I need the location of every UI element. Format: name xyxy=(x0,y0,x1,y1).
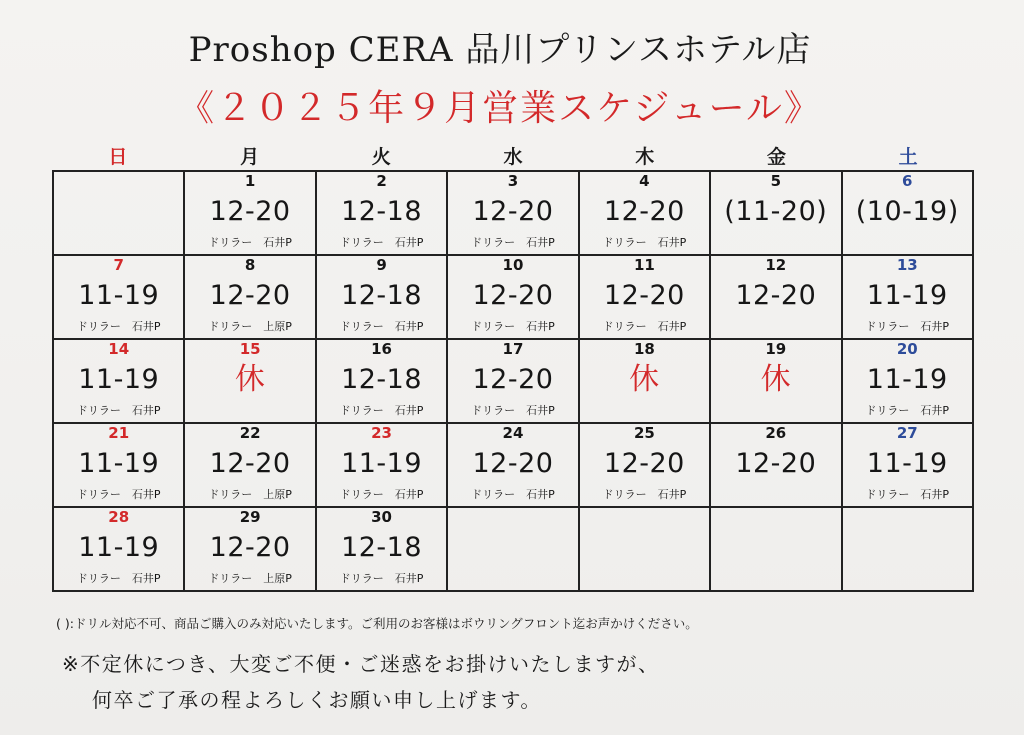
day-number: 5 xyxy=(770,172,782,190)
business-hours: 12-18 xyxy=(341,280,423,311)
calendar-empty-cell xyxy=(53,171,184,255)
business-hours: 11-19 xyxy=(78,364,160,395)
day-number: 19 xyxy=(765,340,787,358)
business-hours: 12-20 xyxy=(603,196,685,227)
day-number: 29 xyxy=(239,508,261,526)
business-hours: 12-20 xyxy=(472,364,554,395)
business-hours: 12-20 xyxy=(603,448,685,479)
calendar-day-cell xyxy=(184,507,315,591)
business-hours: 11-19 xyxy=(78,280,160,311)
staff-label: ドリラー 石井P xyxy=(471,320,555,333)
calendar-day-cell xyxy=(842,423,973,507)
business-hours: 12-20 xyxy=(209,532,291,563)
calendar-day-cell xyxy=(184,339,315,423)
staff-label: ドリラー 石井P xyxy=(471,236,555,249)
calendar-day-cell xyxy=(184,255,315,339)
business-hours: 12-20 xyxy=(603,280,685,311)
calendar-day-cell xyxy=(842,339,973,423)
calendar-day-cell xyxy=(579,423,710,507)
staff-label: ドリラー 石井P xyxy=(602,236,687,249)
calendar-day-cell xyxy=(710,423,841,507)
day-number: 26 xyxy=(765,424,787,442)
closed-mark: 休 xyxy=(629,362,660,397)
day-number: 22 xyxy=(239,424,261,442)
day-number: 16 xyxy=(371,340,392,358)
notice-line-2: 何卒ご了承の程よろしくお願い申し上げます。 xyxy=(92,688,542,712)
calendar-empty-cell xyxy=(579,507,710,591)
weekday-tuesday: 火 xyxy=(371,146,391,168)
day-number: 20 xyxy=(896,340,918,358)
calendar-day-cell xyxy=(184,423,315,507)
staff-label: ドリラー 石井P xyxy=(865,320,950,333)
calendar-day-cell xyxy=(710,171,841,255)
calendar-day-cell xyxy=(710,339,841,423)
day-number: 23 xyxy=(371,424,392,442)
staff-label: ドリラー 上原P xyxy=(208,572,292,585)
calendar-day-cell xyxy=(316,171,447,255)
business-hours: 11-19 xyxy=(866,364,948,395)
day-number: 13 xyxy=(896,256,918,274)
business-hours: 12-20 xyxy=(209,196,291,227)
day-number: 6 xyxy=(902,172,913,190)
weekday-wednesday: 水 xyxy=(503,146,523,168)
calendar-empty-cell xyxy=(447,507,578,591)
staff-label: ドリラー 石井P xyxy=(76,320,161,333)
calendar-day-cell xyxy=(316,507,447,591)
weekday-thursday: 木 xyxy=(635,146,655,168)
day-number: 11 xyxy=(633,256,655,274)
calendar-week-row xyxy=(53,339,973,423)
closed-mark: 休 xyxy=(234,362,266,397)
business-hours: 12-20 xyxy=(209,280,291,311)
closed-mark: 休 xyxy=(760,362,792,397)
calendar-day-cell xyxy=(842,255,973,339)
business-hours: 12-18 xyxy=(341,532,423,563)
notice-line-1: ※不定休につき、大変ご不便・ご迷惑をお掛けいたしますが、 xyxy=(62,652,660,676)
weekday-saturday: 土 xyxy=(898,146,918,168)
calendar-week-row xyxy=(53,171,973,255)
business-hours: 11-19 xyxy=(78,448,160,479)
schedule-title: 《２０２５年９月営業スケジュール》 xyxy=(178,88,822,129)
day-number: 30 xyxy=(371,508,392,526)
day-number: 15 xyxy=(239,340,261,358)
calendar-day-cell xyxy=(579,255,710,339)
business-hours: 11-19 xyxy=(866,280,948,311)
day-number: 12 xyxy=(765,256,787,274)
calendar-day-cell xyxy=(579,171,710,255)
staff-label: ドリラー 石井P xyxy=(76,488,161,501)
staff-label: ドリラー 石井P xyxy=(471,488,555,501)
shop-title: Proshop CERA 品川プリンスホテル店 xyxy=(188,30,812,70)
day-number: 10 xyxy=(502,256,524,274)
day-number: 24 xyxy=(502,424,524,442)
day-number: 4 xyxy=(639,172,650,190)
business-hours: (11-20) xyxy=(724,196,828,227)
calendar-empty-cell xyxy=(710,507,841,591)
staff-label: ドリラー 上原P xyxy=(208,488,292,501)
weekday-sunday: 日 xyxy=(108,146,128,168)
calendar-day-cell xyxy=(53,339,184,423)
staff-label: ドリラー 石井P xyxy=(865,404,950,417)
day-number: 14 xyxy=(108,340,130,358)
staff-label: ドリラー 石井P xyxy=(76,572,161,585)
staff-label: ドリラー 石井P xyxy=(471,404,555,417)
calendar-day-cell xyxy=(447,423,578,507)
calendar-week-row xyxy=(53,507,973,591)
day-number: 18 xyxy=(633,340,655,358)
staff-label: ドリラー 石井P xyxy=(339,236,424,249)
business-hours: 11-19 xyxy=(78,532,160,563)
calendar-day-cell xyxy=(447,339,578,423)
business-hours: 12-20 xyxy=(209,448,291,479)
business-hours: 12-20 xyxy=(735,448,817,479)
calendar-day-cell xyxy=(53,255,184,339)
weekday-header-row xyxy=(52,142,974,170)
day-number: 2 xyxy=(376,172,387,190)
staff-label: ドリラー 石井P xyxy=(602,320,687,333)
calendar-empty-cell xyxy=(842,507,973,591)
day-number: 17 xyxy=(502,340,524,358)
day-number: 7 xyxy=(113,256,124,274)
business-hours: 12-18 xyxy=(341,364,423,395)
staff-label: ドリラー 石井P xyxy=(208,236,292,249)
calendar-day-cell xyxy=(316,255,447,339)
staff-label: ドリラー 石井P xyxy=(865,488,950,501)
weekday-monday: 月 xyxy=(240,146,260,168)
calendar-day-cell xyxy=(447,171,578,255)
calendar-grid xyxy=(52,170,974,592)
calendar-week-row xyxy=(53,423,973,507)
drill-footnote: ( ):ドリル対応不可、商品ご購入のみ対応いたします。ご利用のお客様はボウリングフロント迄お声かけください。 xyxy=(56,616,698,631)
day-number: 9 xyxy=(376,256,387,274)
calendar-day-cell xyxy=(184,171,315,255)
staff-label: ドリラー 石井P xyxy=(339,488,424,501)
business-hours: 11-19 xyxy=(866,448,948,479)
business-hours: 12-20 xyxy=(472,280,554,311)
calendar-day-cell xyxy=(316,423,447,507)
calendar-day-cell xyxy=(447,255,578,339)
business-hours: 12-20 xyxy=(735,280,817,311)
calendar-day-cell xyxy=(316,339,447,423)
day-number: 21 xyxy=(108,424,130,442)
day-number: 3 xyxy=(507,172,519,190)
day-number: 28 xyxy=(108,508,130,526)
business-hours: 12-20 xyxy=(472,448,554,479)
calendar-day-cell xyxy=(53,423,184,507)
staff-label: ドリラー 石井P xyxy=(76,404,161,417)
staff-label: ドリラー 石井P xyxy=(339,320,424,333)
day-number: 27 xyxy=(896,424,918,442)
staff-label: ドリラー 石井P xyxy=(339,572,424,585)
calendar-day-cell xyxy=(842,171,973,255)
calendar-day-cell xyxy=(53,507,184,591)
staff-label: ドリラー 石井P xyxy=(339,404,424,417)
business-hours: 12-20 xyxy=(472,196,554,227)
calendar-week-row xyxy=(53,255,973,339)
business-hours: (10-19) xyxy=(855,196,959,227)
business-hours: 12-18 xyxy=(341,196,423,227)
staff-label: ドリラー 上原P xyxy=(208,320,292,333)
day-number: 25 xyxy=(633,424,655,442)
staff-label: ドリラー 石井P xyxy=(602,488,687,501)
day-number: 1 xyxy=(244,172,256,190)
day-number: 8 xyxy=(244,256,256,274)
calendar-day-cell xyxy=(710,255,841,339)
weekday-friday: 金 xyxy=(766,146,786,168)
business-hours: 11-19 xyxy=(341,448,423,479)
calendar-day-cell xyxy=(579,339,710,423)
